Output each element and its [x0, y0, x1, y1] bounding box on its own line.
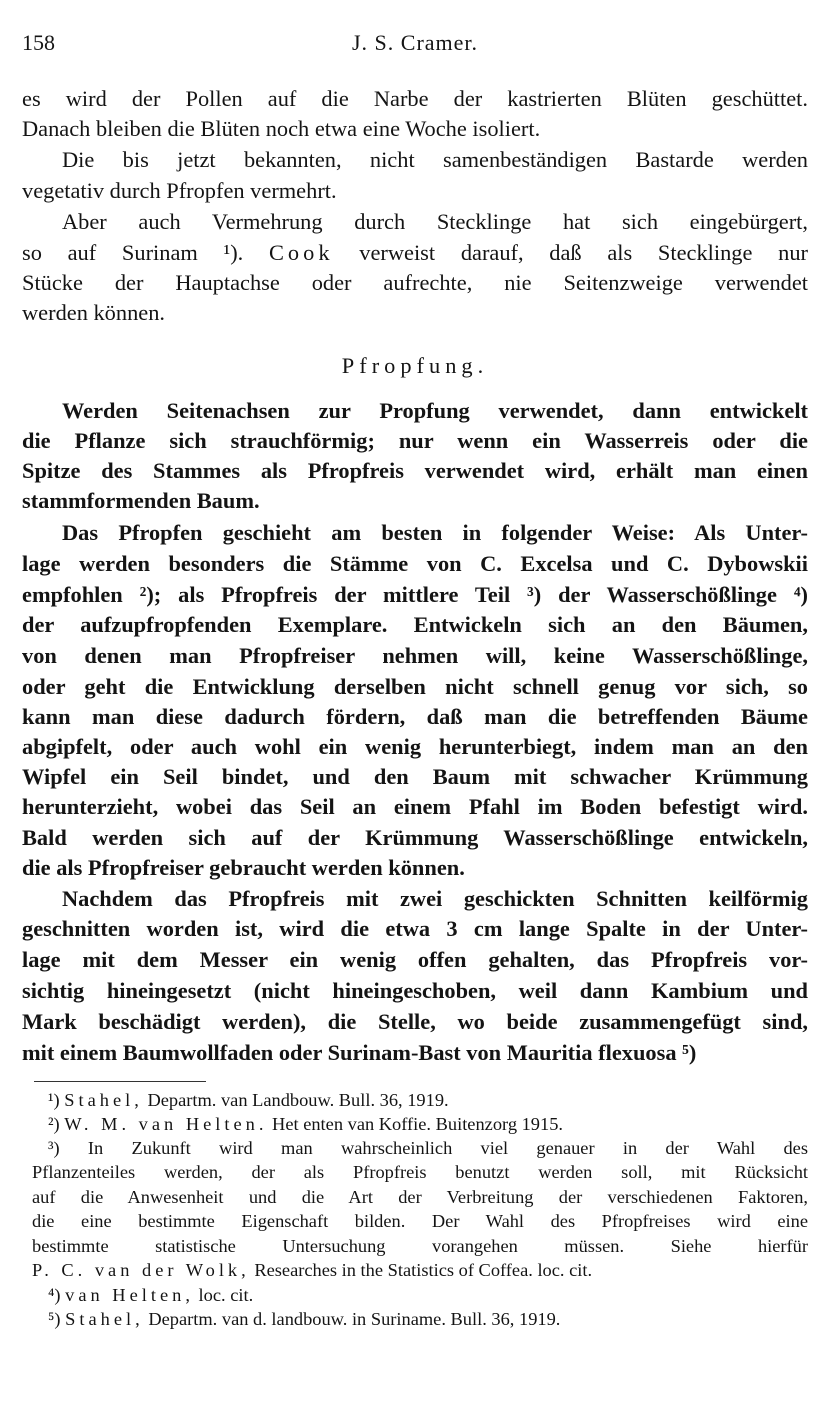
footnote-marker: ⁴) — [48, 1285, 61, 1305]
body-line: Bald werden sich auf der Krümmung Wasserschößlinge entwickeln, — [22, 825, 808, 850]
body-line: Werden Seitenachsen zur Propfung verwendet, dann entwickelt — [62, 398, 808, 423]
body-line: werden können. — [22, 300, 166, 325]
footnote-1 — [48, 1088, 808, 1113]
body-line: Wipfel ein Seil bindet, und den Baum mit schwacher Krümmung — [22, 764, 808, 789]
body-line: abgipfelt, oder auch wohl ein wenig herunterbiegt, indem man an den — [22, 734, 808, 759]
body-line: Mark beschädigt werden), die Stelle, wo beide zusammengefügt sind, — [22, 1009, 808, 1034]
footnote-text: Departm. van Landbouw. Bull. 36, 1919. — [147, 1090, 449, 1110]
footnote-4 — [48, 1283, 808, 1308]
text-segment: verweist darauf, daß als Stecklinge nur — [359, 240, 808, 265]
body-line: Das Pfropfen geschieht am besten in folgender Weise: Als Unter- — [62, 520, 808, 545]
footnote-marker: ²) — [48, 1114, 60, 1134]
footnote-divider — [34, 1081, 206, 1082]
body-line: Spitze des Stammes als Pfropfreis verwendet wird, erhält man einen — [22, 458, 808, 483]
footnote-line: bestimmte statistische Untersuchung vorangehen müssen. Siehe hierfür — [32, 1236, 808, 1256]
footnote-marker: ³) — [48, 1138, 60, 1158]
author-name: Cook — [269, 240, 334, 265]
body-line: mit einem Baumwollfaden oder Surinam-Bast von Mauritia flexuosa ⁵) — [22, 1040, 697, 1065]
footnote-author: Stahel, — [65, 1309, 144, 1329]
footnote-text: Het enten van Koffie. Buitenzorg 1915. — [272, 1114, 563, 1134]
footnote-marker: ⁵) — [48, 1309, 61, 1329]
page-number: 158 — [22, 30, 55, 55]
footnote-line: die eine bestimmte Eigenschaft bilden. Der Wahl des Pfropfreises wird eine — [32, 1211, 808, 1231]
footnote-marker: ¹) — [48, 1090, 60, 1110]
footnote-text: Departm. van d. landbouw. in Suriname. Bull. 36, 1919. — [148, 1309, 561, 1329]
text-segment: so auf Surinam ¹). — [22, 240, 244, 265]
body-line: sichtig hineingesetzt (nicht hineingeschoben, weil dann Kambium und — [22, 978, 808, 1003]
footnote-author: Stahel, — [64, 1090, 143, 1110]
footnote-text: In Zukunft wird man wahrscheinlich viel genauer in der Wahl des — [87, 1138, 808, 1158]
body-line: oder geht die Entwicklung derselben nicht schnell genug vor sich, so — [22, 674, 808, 699]
body-line: vegetativ durch Pfropfen vermehrt. — [22, 178, 337, 203]
body-line: lage mit dem Messer ein wenig offen gehalten, das Pfropfreis vor- — [22, 947, 808, 972]
footnote-line — [32, 1258, 808, 1283]
running-head: J. S. Cramer. — [351, 30, 479, 55]
body-line: Stücke der Hauptachse oder aufrechte, nie Seitenzweige verwendet — [22, 270, 808, 295]
footnote-2 — [48, 1112, 808, 1137]
footnote-author: W. M. van Helten. — [64, 1114, 268, 1134]
body-line: Danach bleiben die Blüten noch etwa eine Woche isoliert. — [22, 116, 541, 141]
body-line: der aufzupfropfenden Exemplare. Entwickeln sich an den Bäumen, — [22, 612, 808, 637]
section-heading: Pfropfung. — [341, 353, 489, 378]
body-line: herunterzieht, wobei das Seil an einem Pfahl im Boden befestigt wird. — [22, 794, 808, 819]
body-line: von denen man Pfropfreiser nehmen will, keine Wasserschößlinge, — [22, 643, 808, 668]
body-line: empfohlen ²); als Pfropfreis der mittlere Teil ³) der Wasserschößlinge ⁴) — [22, 582, 808, 607]
body-line: stammformenden Baum. — [22, 488, 260, 513]
body-line: lage werden besonders die Stämme von C. Excelsa und C. Dybowskii — [22, 551, 808, 576]
body-line: die Pflanze sich strauchförmig; nur wenn ein Wasserreis oder die — [22, 428, 808, 453]
footnote-line: auf die Anwesenheit und die Art der Verbreitung der verschiedenen Faktoren, — [32, 1187, 808, 1207]
footnote-text: loc. cit. — [198, 1285, 254, 1305]
body-line: es wird der Pollen auf die Narbe der kastrierten Blüten geschüttet. — [22, 86, 808, 111]
footnote-author: P. C. van der Wolk, — [32, 1260, 250, 1280]
body-line — [22, 238, 808, 268]
body-line: die als Pfropfreiser gebraucht werden können. — [22, 855, 465, 880]
footnote-5 — [48, 1307, 808, 1332]
body-line: Aber auch Vermehrung durch Stecklinge hat sich eingebürgert, — [62, 209, 808, 234]
page-header — [22, 30, 808, 58]
footnote-3 — [48, 1136, 808, 1161]
body-line: Nachdem das Pfropfreis mit zwei geschickten Schnitten keilförmig — [62, 886, 808, 911]
body-line: geschnitten worden ist, wird die etwa 3 cm lange Spalte in der Unter- — [22, 916, 808, 941]
footnote-author: van Helten, — [65, 1285, 194, 1305]
body-line: kann man diese dadurch fördern, daß man die betreffenden Bäume — [22, 704, 808, 729]
footnote-line: Pflanzenteiles werden, der als Pfropfreis benutzt werden soll, mit Rücksicht — [32, 1162, 808, 1182]
body-line: Die bis jetzt bekannten, nicht samenbeständigen Bastarde werden — [62, 147, 808, 172]
footnote-text: Researches in the Statistics of Coffea. loc. cit. — [254, 1260, 593, 1280]
